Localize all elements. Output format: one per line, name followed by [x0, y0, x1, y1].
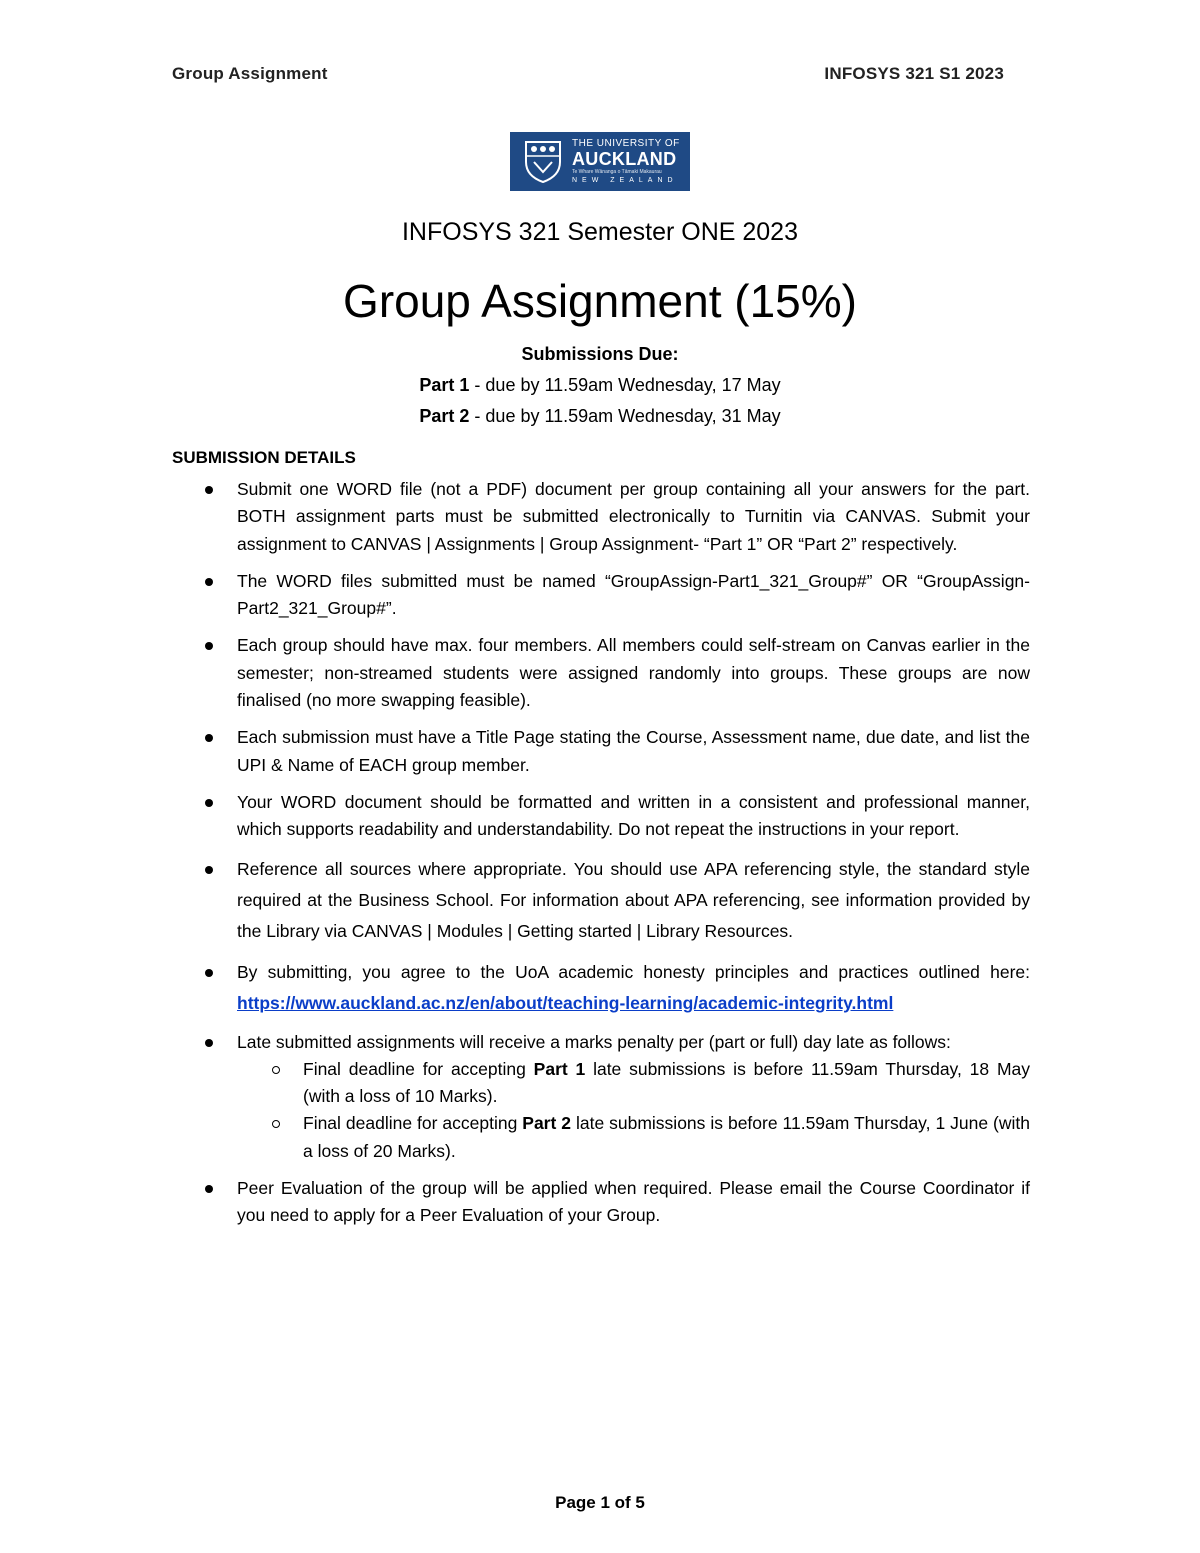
list-item: Your WORD document should be formatted and written in a consistent and professional manner, which supports readability and understandability. Do not repeat the instructions in your report. [172, 789, 1030, 844]
sub-list-item [237, 1056, 1030, 1111]
due-part1 [0, 375, 1200, 396]
due-part2-text: - due by 11.59am Wednesday, 31 May [469, 406, 781, 426]
page-number: Page 1 of 5 [555, 1493, 645, 1512]
due-part1-label: Part 1 [419, 375, 470, 395]
list-item: Each submission must have a Title Page stating the Course, Assessment name, due date, and list the UPI & Name of EACH group member. [172, 724, 1030, 779]
logo-line-4: NEW ZEALAND [572, 177, 678, 184]
sub2-post: late submissions is before 11.59am Thursday, 1 June (with a loss of 20 Marks). [303, 1113, 1030, 1161]
list-item: Submit one WORD file (not a PDF) document per group containing all your answers for the part. BOTH assignment parts must be submitted electronically to Turnitin via CANVAS. Submit your assignment to CANVAS | Assignments | Group Assignment- “Part 1” OR “Part 2” respectively. [172, 476, 1030, 558]
sub2-pre: Final deadline for accepting [303, 1113, 523, 1134]
list-item: Peer Evaluation of the group will be applied when required. Please email the Course Coordinator if you need to apply for a Peer Evaluation of your Group. [172, 1175, 1030, 1230]
sub-list-item [237, 1110, 1030, 1165]
due-part2-label: Part 2 [419, 406, 470, 426]
honesty-text: By submitting, you agree to the UoA academic honesty principles and practices outlined here: [237, 961, 1030, 982]
submission-details-list [172, 476, 1030, 1240]
logo-line-3: Te Whare Wānanga o Tāmaki Makaurau [572, 169, 662, 175]
header-left: Group Assignment [172, 64, 328, 83]
section-heading: SUBMISSION DETAILS [172, 448, 356, 467]
list-item: The WORD files submitted must be named “GroupAssign-Part1_321_Group#” OR “GroupAssign-Part2_321_Group#”. [172, 568, 1030, 623]
list-item [172, 957, 1030, 1019]
logo-line-1: THE UNIVERSITY OF [572, 138, 680, 149]
sub1-post: late submissions is before 11.59am Thursday, 18 May (with a loss of 10 Marks). [303, 1058, 1031, 1107]
university-logo [510, 132, 690, 191]
late-penalty-text: Late submitted assignments will receive a marks penalty per (part or full) day late as follows: [237, 1031, 951, 1052]
course-line: INFOSYS 321 Semester ONE 2023 [401, 218, 798, 246]
due-part1-text: - due by 11.59am Wednesday, 17 May [469, 375, 781, 395]
page-title: Group Assignment (15%) [343, 275, 857, 327]
academic-integrity-link[interactable]: https://www.auckland.ac.nz/en/about/teaching-learning/academic-integrity.html [237, 992, 894, 1013]
sub1-pre: Final deadline for accepting [303, 1058, 534, 1079]
list-item [172, 1029, 1030, 1165]
sub2-bold: Part 2 [522, 1113, 571, 1134]
crest-icon [524, 140, 562, 184]
list-item: Reference all sources where appropriate. You should use APA referencing style, the standard style required at the Business School. For information about APA referencing, see information provided by the Library via CANVAS | Modules | Getting started | Library Resources. [172, 854, 1030, 947]
due-heading: Submissions Due: [521, 344, 679, 364]
header-right: INFOSYS 321 S1 2023 [824, 64, 1004, 83]
due-part2 [0, 406, 1200, 427]
sub1-bold: Part 1 [533, 1058, 586, 1079]
logo-line-2: AUCKLAND [572, 149, 677, 169]
list-item: Each group should have max. four members. All members could self-stream on Canvas earlier in the semester; non-streamed students were assigned randomly into groups. These groups are now finalised (no more swapping feasible). [172, 632, 1030, 714]
